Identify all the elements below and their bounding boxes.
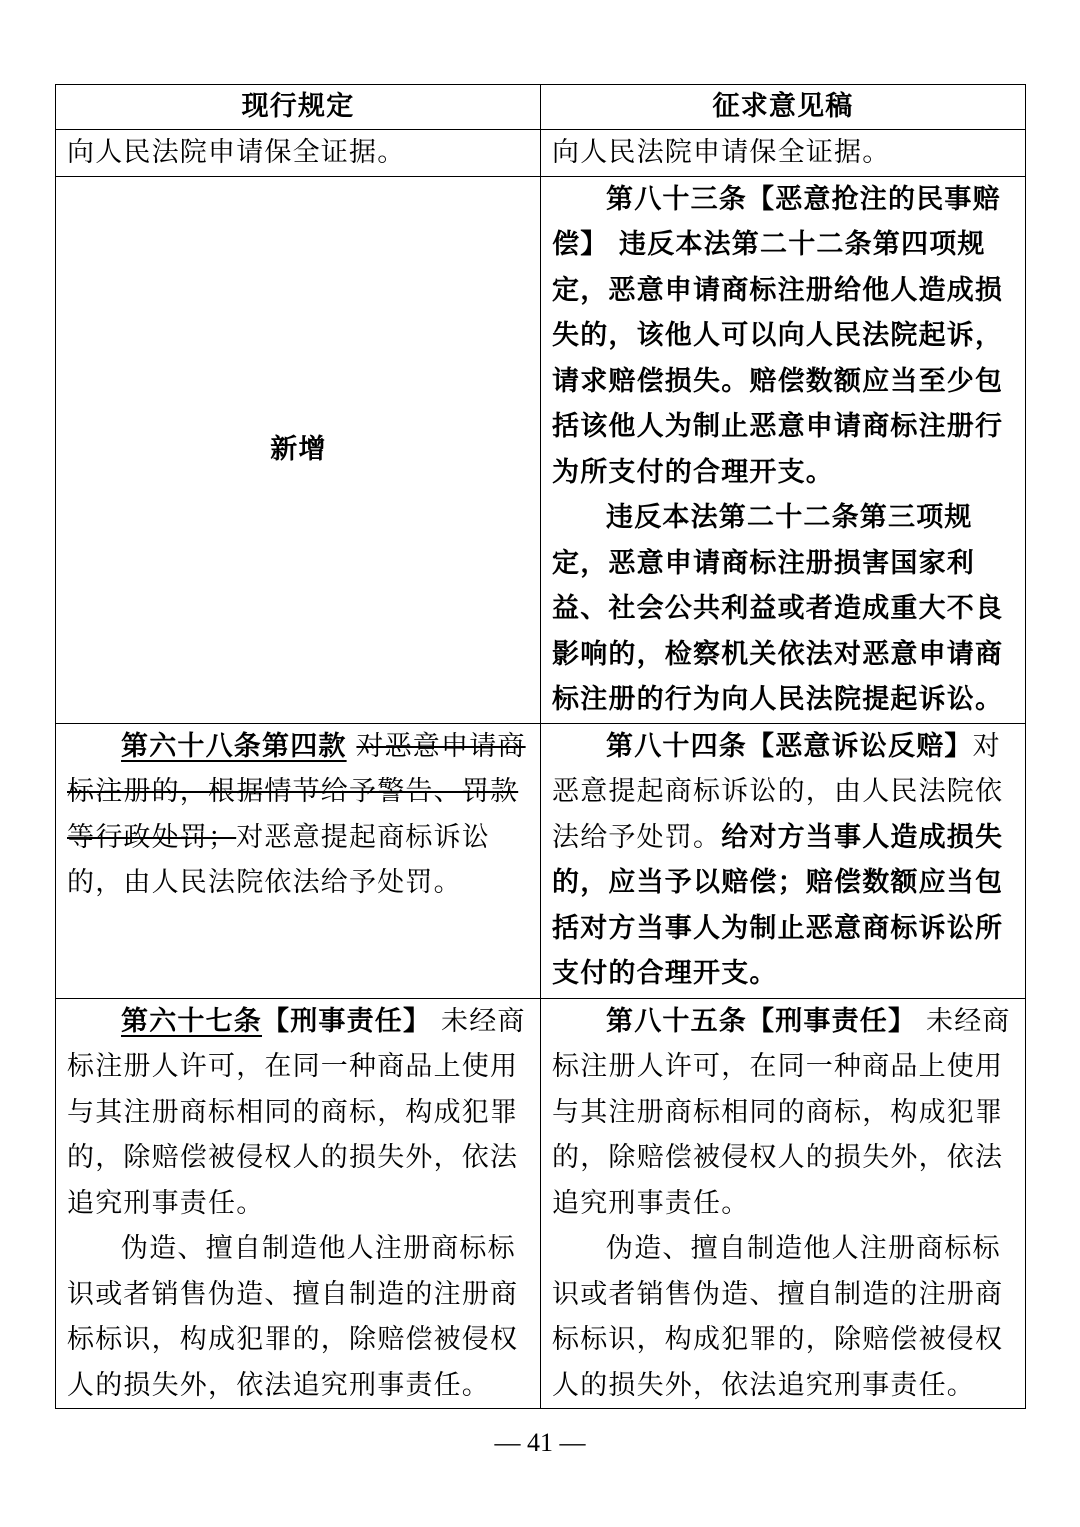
cell-current [56,723,541,998]
paragraph-added: 违反本法第二十二条第三项规定，恶意申请商标注册损害国家利益、社会公共利益或者造成重大不良影响的，检察机关依法对恶意申请商标注册的行为向人民法院提起诉讼。 [552,502,1004,715]
comparison-table [55,84,1026,1409]
page-number: — 41 — [494,1428,586,1457]
paragraph: 向人民法院申请保全证据。 [67,137,406,168]
paragraph-added: 第八十三条【恶意抢注的民事赔偿】 违反本法第二十二条第四项规定，恶意申请商标注册给他人造成损失的，该他人可以向人民法院起诉，请求赔偿损失。赔偿数额应当至少包括该他人为制止恶意申请商标注册行为所支付的合理开支。 [552,183,1004,488]
table-row [56,998,1026,1409]
cell-current [56,130,541,177]
deleted-text: 对恶意申请商标注册的，根据情节给予警告、罚款等行政处罚； [67,730,526,853]
new-label: 新增 [270,433,327,465]
paragraph [67,724,530,906]
body-text: 未经商标注册人许可，在同一种商品上使用与其注册商标相同的商标，构成犯罪的，除赔偿被侵权人的损失外，依法追究刑事责任。 [552,1005,1011,1219]
cell-draft [541,130,1026,177]
paragraph: 向人民法院申请保全证据。 [552,137,891,168]
article-heading: 第六十七条 [121,1005,262,1037]
cell-draft [541,998,1026,1409]
body-text: 对恶意提起商标诉讼的，由人民法院依法给予处罚。 [552,730,1004,853]
added-text: 给对方当事人造成损失的，应当予以赔偿；赔偿数额应当包括对方当事人为制止恶意商标诉讼所支付的合理开支。 [552,821,1004,989]
paragraph: 伪造、擅自制造他人注册商标标识或者销售伪造、擅自制造的注册商标标识，构成犯罪的，除赔偿被侵权人的损失外，依法追究刑事责任。 [552,1233,1004,1401]
cell-draft [541,176,1026,723]
cell-draft [541,723,1026,998]
header-draft: 征求意见稿 [541,85,1026,130]
body-text: 对恶意提起商标诉讼的，由人民法院依法给予处罚。 [67,821,491,898]
paragraph [67,999,530,1227]
body-text: 未经商标注册人许可，在同一种商品上使用与其注册商标相同的商标，构成犯罪的，除赔偿被侵权人的损失外，依法追究刑事责任。 [67,1005,526,1219]
table-row [56,130,1026,177]
paragraph: 伪造、擅自制造他人注册商标标识或者销售伪造、擅自制造的注册商标标识，构成犯罪的，除赔偿被侵权人的损失外，依法追究刑事责任。 [67,1233,519,1401]
article-heading: 第六十八条第四款 [121,730,347,762]
article-heading: 第八十四条【恶意诉讼反赔】 [606,730,973,762]
cell-current [56,998,541,1409]
cell-current-new [56,176,541,723]
paragraph [552,724,1015,997]
header-row [56,85,1026,130]
article-heading: 第八十五条【刑事责任】 [606,1005,917,1037]
paragraph [552,999,1015,1227]
article-title: 【刑事责任】 [262,1005,432,1037]
header-current: 现行规定 [56,85,541,130]
table-row [56,176,1026,723]
table-row [56,723,1026,998]
